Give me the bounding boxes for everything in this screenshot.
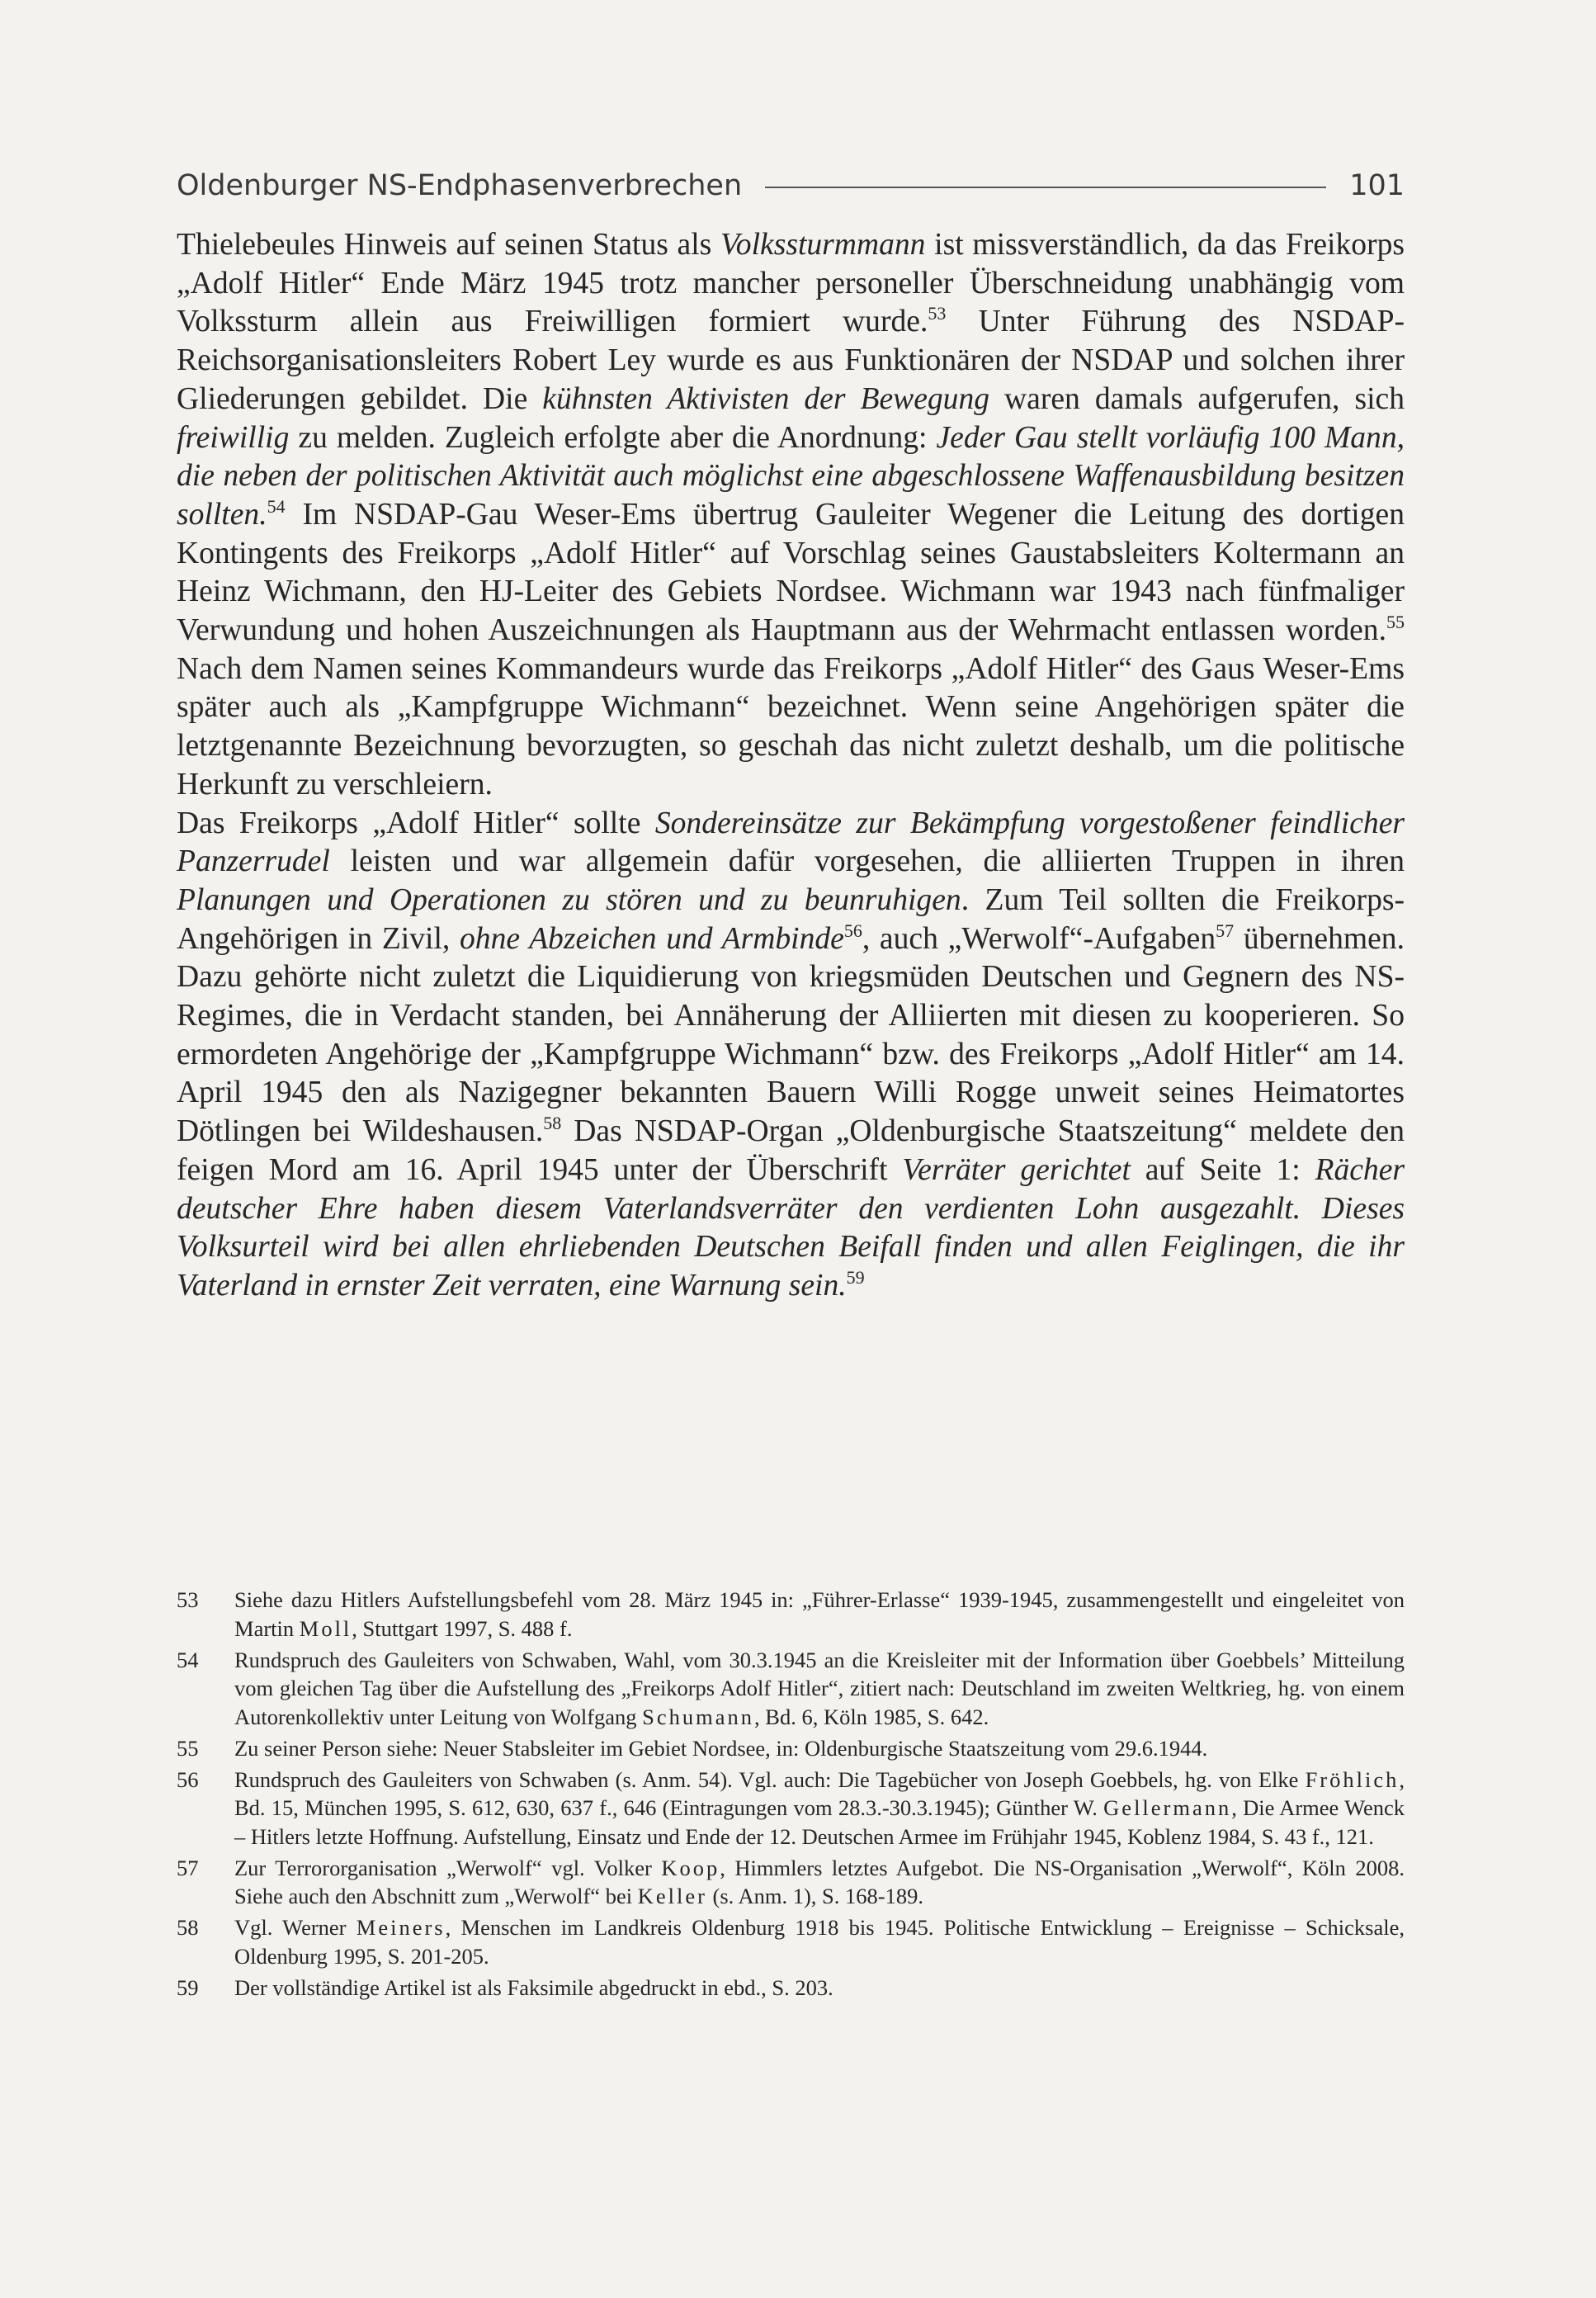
footnote-number: 58: [177, 1915, 199, 1940]
footnote-number: 55: [177, 1735, 199, 1761]
footnote-number: 54: [177, 1647, 199, 1672]
footnote-text: Siehe dazu Hitlers Aufstellungsbefehl vom 28. März 1945 in: „Führer-Erlasse“ 1939-1945, zusammengestellt und eingeleitet von Martin Moll, Stuttgart 1997, S. 488 f.: [234, 1587, 1405, 1641]
footnote-text: Zu seiner Person siehe: Neuer Stabsleiter im Gebiet Nordsee, in: Oldenburgische Staatszeitung vom 29.6.1944.: [234, 1735, 1208, 1761]
footnote-number: 53: [177, 1587, 199, 1612]
footnote-text: Der vollständige Artikel ist als Faksimile abgedruckt in ebd., S. 203.: [234, 1974, 833, 2000]
header-rule: [765, 187, 1326, 188]
footnote-ref-58: 58: [543, 1113, 562, 1134]
footnote-ref-56: 56: [843, 920, 862, 941]
footnote-57: [177, 1854, 1405, 1911]
footnote-text: Rundspruch des Gauleiters von Schwaben, Wahl, vom 30.3.1945 an die Kreisleiter mit der Information über Goebbels’ Mitteilung vom gleichen Tag über die Aufstellung des „Freikorps Adolf Hitler“, zitiert nach: Deutschland im zweiten Weltkrieg, hg. von einem Autorenkollektiv unter Leitung von Wolfgang Schumann, Bd. 6, Köln 1985, S. 642.: [234, 1647, 1405, 1729]
footnote-number: 56: [177, 1766, 199, 1792]
footnote-number: 59: [177, 1974, 199, 2000]
footnote-text: Zur Terrororganisation „Werwolf“ vgl. Volker Koop, Himmlers letztes Aufgebot. Die NS-Organisation „Werwolf“, Köln 2008. Siehe auch den Abschnitt zum „Werwolf“ bei Keller (s. Anm. 1), S. 168-189.: [234, 1855, 1405, 1908]
running-title: Oldenburger NS-Endphasenverbrechen: [177, 169, 743, 202]
footnote-53: [177, 1586, 1405, 1643]
footnote-ref-57: 57: [1216, 920, 1235, 941]
footnote-58: [177, 1913, 1405, 1970]
footnote-text: Vgl. Werner Meiners, Menschen im Landkreis Oldenburg 1918 bis 1945. Politische Entwicklung – Ereignisse – Schicksale, Oldenburg 1995, S. 201-205.: [234, 1915, 1405, 1969]
footnote-number: 57: [177, 1855, 199, 1880]
footnote-54: [177, 1646, 1405, 1732]
footnote-ref-59: 59: [846, 1266, 865, 1288]
footnote-ref-54: 54: [267, 495, 286, 517]
main-text: [177, 226, 1405, 1306]
footnote-text: Rundspruch des Gauleiters von Schwaben (s. Anm. 54). Vgl. auch: Die Tagebücher von Joseph Goebbels, hg. von Elke Fröhlich, Bd. 15, München 1995, S. 612, 630, 637 f., 646 (Eintragungen vom 28.3.-30.3.1945); Günther W. Gellermann, Die Armee Wenck – Hitlers letzte Hoffnung. Aufstellung, Einsatz und Ende der 12. Deutschen Armee im Frühjahr 1945, Koblenz 1984, S. 43 f., 121.: [234, 1766, 1405, 1849]
running-header: [177, 163, 1405, 208]
footnote-59: [177, 1974, 1405, 2002]
footnote-ref-53: 53: [928, 303, 947, 324]
paragraph-2: Das Freikorps „Adolf Hitler“ sollte Sondereinsätze zur Bekämpfung vorgestoßener feindlicher Panzerrudel leisten und war allgemein dafür vorgesehen, die alliierten Truppen in ihren Planungen und Operationen zu stören und zu beunruhigen. Zum Teil sollten die Freikorps-Angehörigen in Zivil, ohne Abzeichen und Armbinde$^{56}$, auch „Werwolf“-Aufgaben$^{57}$ übernehmen. Dazu gehörte nicht zuletzt die Liquidierung von kriegsmüden Deutschen und Gegnern des NS-Regimes, die in Verdacht standen, bei Annäherung der Alliierten mit diesen zu kooperieren. So ermordeten Angehörige der „Kampfgruppe Wichmann“ bzw. des Freikorps „Adolf Hitler“ am 14. April 1945 den als Nazigegner bekannten Bauern Willi Rogge unweit seines Heimatortes Dötlingen bei Wildeshausen.$^{58}$ Das NSDAP-Organ „Oldenburgische Staatszeitung“ meldete den feigen Mord am 16. April 1945 unter der Überschrift Verräter gerichtet auf Seite 1: Rächer deutscher Ehre haben diesem Vaterlandsverräter den verdienten Lohn ausgezahlt. Dieses Volksurteil wird bei allen ehrliebenden Deutschen Beifall finden und allen Feiglingen, die ihr Vaterland in ernster Zeit verraten, eine Warnung sein.$^{59}$: [177, 806, 1405, 1303]
footnote-56: [177, 1766, 1405, 1851]
footnotes: [177, 1586, 1405, 2005]
paragraph-1: Thielebeules Hinweis auf seinen Status als Volkssturmmann ist missverständlich, da das Freikorps „Adolf Hitler“ Ende März 1945 trotz mancher personeller Überschneidung unabhängig vom Volkssturm allein aus Freiwilligen formiert wurde.$^{53}$ Unter Führung des NSDAP-Reichsorganisationsleiters Robert Ley wurde es aus Funktionären der NSDAP und solchen ihrer Gliederungen gebildet. Die kühnsten Aktivisten der Bewegung waren damals aufgerufen, sich freiwillig zu melden. Zugleich erfolgte aber die Anordnung: Jeder Gau stellt vorläufig 100 Mann, die neben der politischen Aktivität auch möglichst eine abgeschlossene Waffenausbildung besitzen sollten.$^{54}$ Im NSDAP-Gau Weser-Ems übertrug Gauleiter Wegener die Leitung des dortigen Kontingents des Freikorps „Adolf Hitler“ auf Vorschlag seines Gaustabsleiters Koltermann an Heinz Wichmann, den HJ-Leiter des Gebiets Nordsee. Wichmann war 1943 nach fünfmaliger Verwundung und hohen Auszeichnungen als Hauptmann aus der Wehrmacht entlassen worden.$^{55}$ Nach dem Namen seines Kommandeurs wurde das Freikorps „Adolf Hitler“ des Gaus Weser-Ems später auch als „Kampfgruppe Wichmann“ bezeichnet. Wenn seine Angehörigen später die letztgenannte Bezeichnung bevorzugten, so geschah das nicht zuletzt deshalb, um die politische Herkunft zu verschleiern.: [177, 228, 1405, 801]
footnote-55: [177, 1734, 1405, 1763]
footnote-ref-55: 55: [1386, 612, 1405, 633]
page-number: 101: [1349, 169, 1405, 202]
